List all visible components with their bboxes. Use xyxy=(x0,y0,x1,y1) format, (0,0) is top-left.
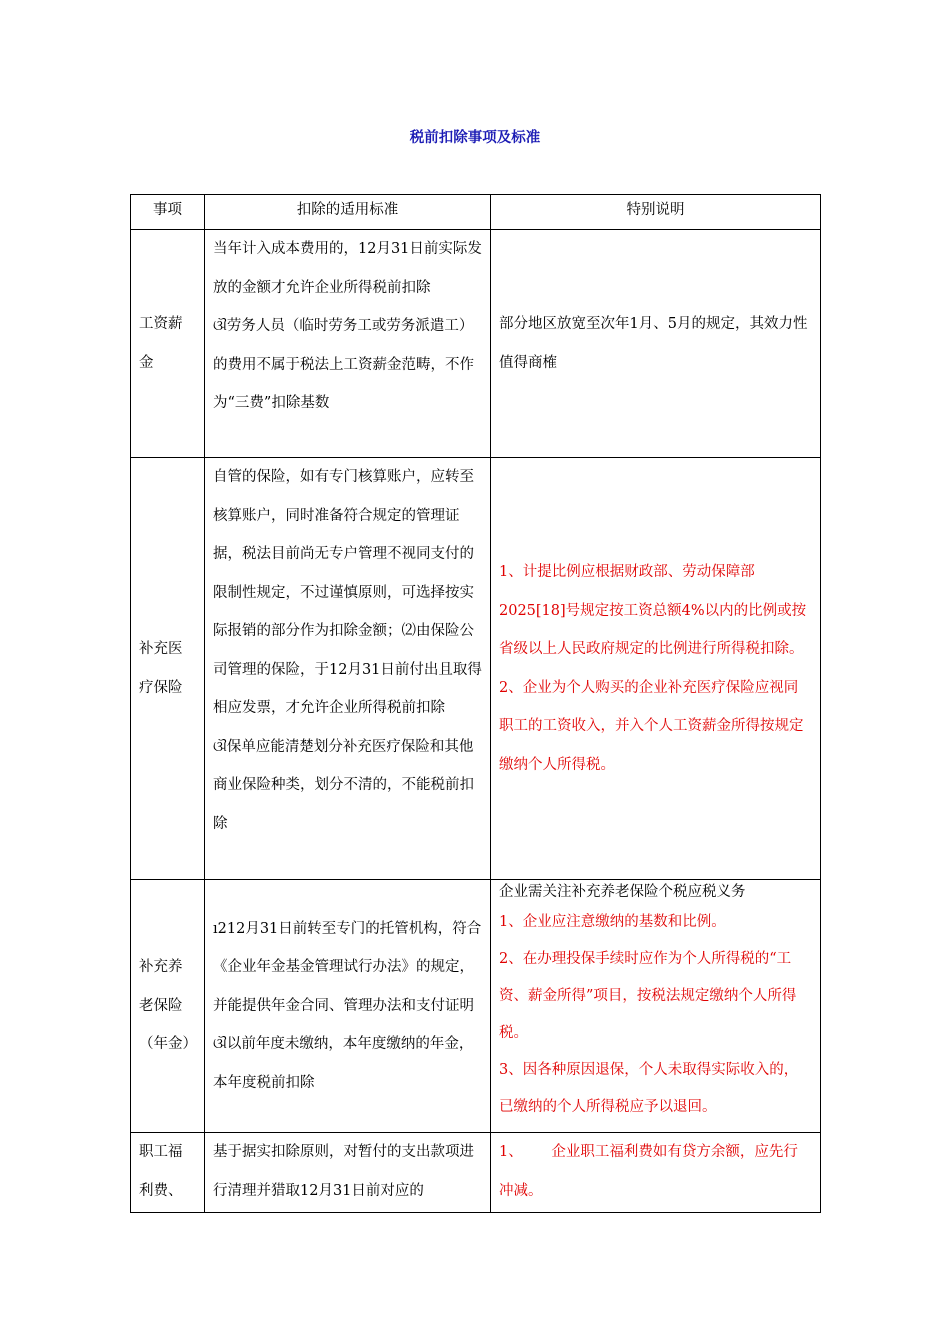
row-item xyxy=(131,230,205,458)
header-note: 特别说明 xyxy=(491,195,821,230)
page-title: 税前扣除事项及标准 xyxy=(409,130,541,146)
row-note xyxy=(491,458,821,880)
row-note-text: 部分地区放宽至次年1月、5月的规定，其效力性值得商榷 xyxy=(499,316,808,371)
note-number: 1、 xyxy=(499,1144,523,1160)
table-row xyxy=(131,880,821,1133)
row-note xyxy=(491,880,821,1133)
row-item-text: 补充养老保险（年金） xyxy=(139,959,197,1053)
row-standard xyxy=(205,458,491,880)
row-standard-text: 基于据实扣除原则，对暂付的支出款项进行清理并猎取12月31日前对应的 xyxy=(213,1144,474,1199)
note-line: 2、在办理投保手续时应作为个人所得税的“工资、薪金所得”项目，按税法规定缴纳个人所得税。 xyxy=(499,951,797,1041)
note-intro: 企业需关注补充养老保险个税应税义务 xyxy=(499,884,746,900)
table-row xyxy=(131,458,821,880)
row-item-text: 工资薪金 xyxy=(139,316,183,371)
row-note xyxy=(491,230,821,458)
note-line: 企业职工福利费如有贷方余额，应先行冲减。 xyxy=(499,1144,798,1199)
row-standard xyxy=(205,230,491,458)
row-item xyxy=(131,1133,205,1213)
table-row xyxy=(131,230,821,458)
table-row xyxy=(131,1133,821,1213)
row-standard-text: 当年计入成本费用的，12月31日前实际发放的金额才允许企业所得税前扣除 ଔ劳务人员（临时劳务工或劳务派遣工）的费用不属于税法上工资薪金范畴，不作为“三费”扣除基数 xyxy=(213,241,482,411)
row-standard xyxy=(205,1133,491,1213)
header-standard: 扣除的适用标准 xyxy=(205,195,491,230)
row-standard xyxy=(205,880,491,1133)
note-line: 1、企业应注意缴纳的基数和比例。 xyxy=(499,914,726,930)
row-standard-text: ı212月31日前转至专门的托管机构，符合《企业年金基金管理试行办法》的规定，并能提供年金合同、管理办法和支付证明 ଔ以前年度未缴纳，本年度缴纳的年金，本年度税前扣除 xyxy=(213,920,482,1091)
row-standard-text: 自管的保险，如有专门核算账户，应转至核算账户，同时准备符合规定的管理证据，税法目前尚无专户管理不视同支付的限制性规定，不过谨慎原则，可选择按实际报销的部分作为扣除金额；⑵由保险公司管理的保险，于12月31日前付出且取得相应发票，才允许企业所得税前扣除 ଔ保单应能清楚划分补充医疗保险和其他商业保险种类，划分不清的，不能税前扣除 xyxy=(213,469,482,832)
header-item: 事项 xyxy=(131,195,205,230)
note-line: 1、计提比例应根据财政部、劳动保障部2025[18]号规定按工资总额4%以内的比例或按省级以上人民政府规定的比例进行所得税扣除。 xyxy=(499,564,807,657)
note-line: 3、因各种原因退保，个人未取得实际收入的，已缴纳的个人所得税应予以退回。 xyxy=(499,1062,799,1115)
row-item-text: 职工福利费、 xyxy=(139,1144,183,1199)
deduction-table xyxy=(130,194,821,1213)
row-item-text: 补充医疗保险 xyxy=(139,641,183,696)
row-item xyxy=(131,880,205,1133)
row-item xyxy=(131,458,205,880)
note-line: 2、企业为个人购买的企业补充医疗保险应视同职工的工资收入，并入个人工资薪金所得按规定缴纳个人所得税。 xyxy=(499,679,804,773)
header-row xyxy=(131,195,821,230)
row-note xyxy=(491,1133,821,1213)
